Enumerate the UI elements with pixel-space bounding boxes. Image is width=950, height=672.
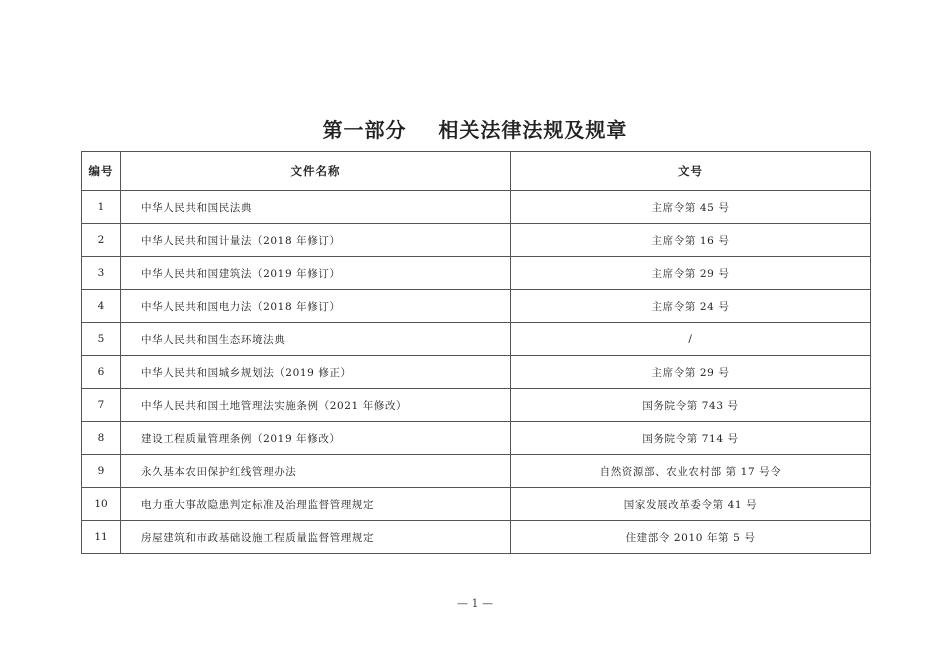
document-number: 主席令第 29 号 xyxy=(511,257,871,290)
table-row xyxy=(82,224,871,257)
row-number: 2 xyxy=(82,224,121,257)
document-name: 中华人民共和国城乡规划法（2019 修正） xyxy=(121,356,511,389)
document-name: 中华人民共和国民法典 xyxy=(121,191,511,224)
row-number: 11 xyxy=(82,521,121,554)
document-number: 主席令第 29 号 xyxy=(511,356,871,389)
row-number: 4 xyxy=(82,290,121,323)
document-number: 自然资源部、农业农村部 第 17 号令 xyxy=(511,455,871,488)
row-number: 1 xyxy=(82,191,121,224)
table-row xyxy=(82,257,871,290)
header-no: 编号 xyxy=(82,152,121,191)
page-title: 第一部分 相关法律法规及规章 xyxy=(322,118,628,142)
document-number: 主席令第 16 号 xyxy=(511,224,871,257)
document-name: 中华人民共和国建筑法（2019 年修订） xyxy=(121,257,511,290)
document-name: 中华人民共和国生态环境法典 xyxy=(121,323,511,356)
row-number: 10 xyxy=(82,488,121,521)
table-row xyxy=(82,455,871,488)
row-number: 3 xyxy=(82,257,121,290)
table-row xyxy=(82,290,871,323)
document-number: 住建部令 2010 年第 5 号 xyxy=(511,521,871,554)
row-number: 7 xyxy=(82,389,121,422)
table-row xyxy=(82,488,871,521)
header-name: 文件名称 xyxy=(121,152,511,191)
document-number: / xyxy=(511,323,871,356)
document-number: 国务院令第 743 号 xyxy=(511,389,871,422)
row-number: 6 xyxy=(82,356,121,389)
table-row xyxy=(82,422,871,455)
document-name: 房屋建筑和市政基础设施工程质量监督管理规定 xyxy=(121,521,511,554)
document-number: 主席令第 45 号 xyxy=(511,191,871,224)
page-number: — 1 — xyxy=(457,597,493,610)
document-name: 永久基本农田保护红线管理办法 xyxy=(121,455,511,488)
document-number: 主席令第 24 号 xyxy=(511,290,871,323)
document-number: 国家发展改革委令第 41 号 xyxy=(511,488,871,521)
row-number: 8 xyxy=(82,422,121,455)
table-row xyxy=(82,191,871,224)
table-header-row xyxy=(82,152,871,191)
table-body xyxy=(82,191,871,554)
document-number: 国务院令第 714 号 xyxy=(511,422,871,455)
regulations-table xyxy=(81,151,871,554)
header-doc-no: 文号 xyxy=(511,152,871,191)
document-name: 建设工程质量管理条例（2019 年修改） xyxy=(121,422,511,455)
table-row xyxy=(82,323,871,356)
row-number: 5 xyxy=(82,323,121,356)
row-number: 9 xyxy=(82,455,121,488)
document-name: 中华人民共和国电力法（2018 年修订） xyxy=(121,290,511,323)
table-row xyxy=(82,521,871,554)
document-name: 中华人民共和国土地管理法实施条例（2021 年修改） xyxy=(121,389,511,422)
table-row xyxy=(82,356,871,389)
document-name: 中华人民共和国计量法（2018 年修订） xyxy=(121,224,511,257)
document-name: 电力重大事故隐患判定标准及治理监督管理规定 xyxy=(121,488,511,521)
table-row xyxy=(82,389,871,422)
